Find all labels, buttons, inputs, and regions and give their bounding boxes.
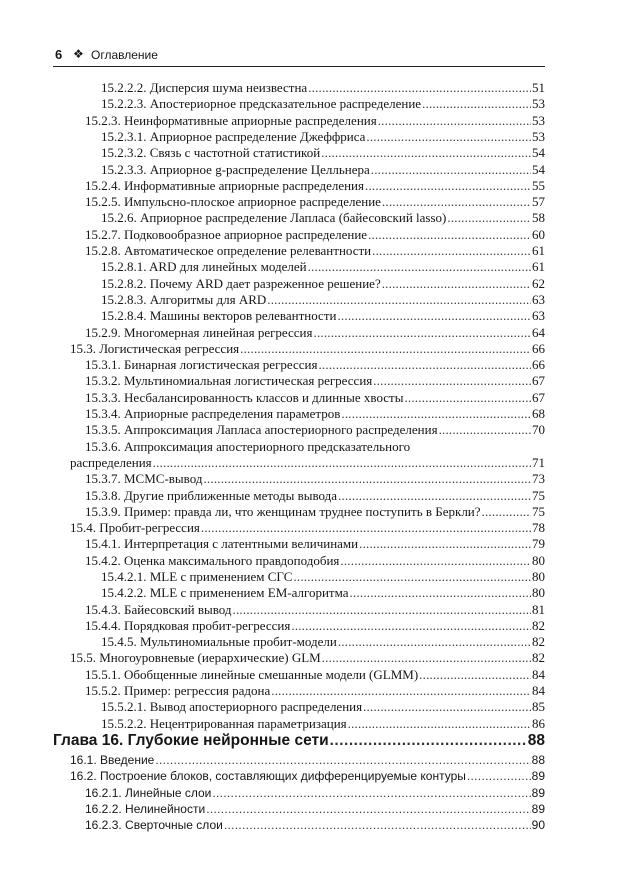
toc-entry — [85, 801, 545, 817]
toc-entry — [70, 752, 545, 768]
dot-leader — [382, 276, 531, 292]
toc-entry-title: 15.2.8.1. ARD для линейных моделей — [101, 259, 307, 274]
toc-entry-page: 64 — [532, 325, 545, 340]
toc-entry — [85, 439, 545, 455]
toc-entry-title: 15.2.9. Многомерная линейная регрессия — [85, 325, 313, 340]
toc-entry-page: 80 — [532, 569, 545, 584]
toc-entry — [85, 227, 545, 243]
toc-entry-page: 80 — [532, 585, 545, 600]
dot-leader — [439, 422, 531, 438]
dot-leader — [308, 259, 531, 275]
toc-entry — [85, 422, 545, 438]
toc-entry-title: 15.4.2.1. MLE с применением СГС — [101, 569, 293, 584]
toc-entry-title: 15.2.2.3. Апостериорное предсказательное распределение — [101, 96, 422, 111]
toc-entry-page: 90 — [531, 818, 545, 832]
toc-entry-page: 80 — [532, 553, 545, 568]
toc-entry — [70, 650, 545, 666]
toc-entry — [85, 325, 545, 341]
dot-leader — [467, 768, 531, 784]
toc-entry-title: 15.2.3.2. Связь с частотной статистикой — [101, 145, 321, 160]
toc-entry — [70, 520, 545, 536]
dot-leader — [240, 341, 531, 357]
toc-entry-page: 67 — [532, 390, 545, 405]
toc-entry-page: 79 — [532, 536, 545, 551]
dot-leader — [201, 520, 531, 536]
dot-leader — [378, 113, 531, 129]
toc-entry-page: 57 — [532, 194, 545, 209]
toc-entry — [85, 471, 545, 487]
dot-leader — [338, 488, 531, 504]
toc-entry-title: 15.3.9. Пример: правда ли, что женщинам труднее поступить в Беркли? — [85, 504, 481, 519]
toc-entry-page: 89 — [531, 786, 545, 800]
toc-entry — [101, 585, 545, 601]
dot-leader — [321, 145, 531, 161]
dot-leader — [350, 585, 531, 601]
dot-leader — [233, 602, 531, 618]
toc-entry-page: 53 — [532, 113, 545, 128]
dot-leader — [373, 373, 531, 389]
toc-entry-title: 15.4.2. Оценка максимального правдоподобия — [85, 553, 340, 568]
toc-entry — [101, 292, 545, 308]
toc-chapter-entry — [53, 731, 545, 751]
toc-entry-title: 15.2.8.2. Почему ARD дает разреженное решение? — [101, 276, 381, 291]
toc-entry-title: 15.5.2. Пример: регрессия радона — [85, 683, 271, 698]
toc-entry — [85, 553, 545, 569]
toc-entry — [85, 602, 545, 618]
toc-entry — [85, 488, 545, 504]
toc-entry — [101, 308, 545, 324]
toc-entry-page: 75 — [532, 488, 545, 503]
toc-entry-page: 63 — [532, 308, 545, 323]
toc-entry-title: 16.2.1. Линейные слои — [85, 786, 212, 800]
toc-entry-page: 53 — [532, 96, 545, 111]
dot-leader — [153, 455, 531, 471]
dot-leader — [330, 731, 527, 751]
toc-entry-page: 88 — [527, 732, 545, 749]
toc-entry — [101, 210, 545, 226]
toc-entry — [85, 243, 545, 259]
toc-entry-title: 15.4.1. Интерпретация с латентными величинами — [85, 536, 359, 551]
toc-entry-page: 73 — [532, 471, 545, 486]
toc-entry-title: 15.5.2.2. Нецентрированная параметризация — [101, 716, 347, 731]
dot-leader — [359, 536, 531, 552]
toc-entry-page: 85 — [532, 699, 545, 714]
toc-entry-page: 86 — [532, 716, 545, 731]
toc-entry — [85, 785, 545, 801]
dot-leader — [419, 667, 531, 683]
toc-entry-page: 58 — [532, 210, 545, 225]
toc-entry-title: 16.2.2. Нелинейности — [85, 802, 206, 816]
toc-entry — [101, 634, 545, 650]
page-number: 6 — [55, 47, 63, 62]
section-title: Оглавление — [91, 48, 158, 62]
dot-leader — [348, 716, 531, 732]
running-header — [53, 47, 545, 67]
toc-entry-title: 15.2.6. Априорное распределение Лапласа (байесовский lasso) — [101, 210, 447, 225]
toc-entry-page: 89 — [531, 769, 545, 783]
dot-leader — [267, 292, 531, 308]
toc-entry-title: 15.4.4. Порядковая пробит-регрессия — [85, 618, 291, 633]
dot-leader — [363, 699, 531, 715]
dot-leader — [368, 227, 531, 243]
toc-entry-page: 60 — [532, 227, 545, 242]
dot-leader — [447, 210, 531, 226]
toc-entry — [101, 259, 545, 275]
toc-entry-page: 63 — [532, 292, 545, 307]
dot-leader — [366, 129, 531, 145]
toc-entry — [101, 716, 545, 732]
toc-entry-page: 51 — [532, 80, 545, 95]
toc-entry-title: 16.1. Введение — [70, 753, 155, 767]
toc-entry-page: 78 — [532, 520, 545, 535]
toc-entry — [85, 373, 545, 389]
toc-entry-title: 15.4.3. Байесовский вывод — [85, 602, 232, 617]
toc-entry-page: 75 — [532, 504, 545, 519]
dot-leader — [318, 357, 531, 373]
toc-entry — [85, 390, 545, 406]
toc-entry-title: 15.2.4. Информативные априорные распределения — [85, 178, 364, 193]
toc-entry-page: 54 — [532, 162, 545, 177]
dot-leader — [291, 618, 531, 634]
dot-leader — [372, 243, 531, 259]
toc-entry-page: 88 — [531, 753, 545, 767]
toc-entry-page: 84 — [532, 683, 545, 698]
toc-entry-page: 55 — [532, 178, 545, 193]
dot-leader — [340, 553, 531, 569]
toc-entry-page: 61 — [532, 259, 545, 274]
toc-entry-title: 15.3.1. Бинарная логистическая регрессия — [85, 357, 318, 372]
dot-leader — [404, 390, 531, 406]
toc-entry-page: 66 — [532, 357, 545, 372]
toc-entry — [85, 178, 545, 194]
toc-entry-page: 71 — [532, 455, 545, 470]
toc-entry-title: 15.3.4. Априорные распределения параметров — [85, 406, 341, 421]
toc-entry-title: 15.2.8. Автоматическое определение релевантности — [85, 243, 372, 258]
dot-leader — [314, 325, 532, 341]
toc-entry-title: 16.2. Построение блоков, составляющих дифференцируемые контуры — [70, 769, 466, 783]
toc-entry-title: 15.3.6. Аппроксимация апостериорного предсказательного — [85, 439, 411, 454]
dot-leader — [482, 504, 531, 520]
toc-entry — [101, 699, 545, 715]
toc-entry — [101, 129, 545, 145]
toc-entry-title: 15.3.2. Мультиномиальная логистическая регрессия — [85, 373, 373, 388]
toc-entry — [101, 276, 545, 292]
dot-leader — [308, 80, 531, 96]
toc-entry — [85, 194, 545, 210]
toc-entry-page: 54 — [532, 145, 545, 160]
dot-leader — [322, 650, 531, 666]
toc-entry — [70, 455, 545, 471]
toc-entry — [101, 96, 545, 112]
toc-entry-title: 15.2.7. Подковообразное априорное распределение — [85, 227, 368, 242]
toc-entry — [85, 667, 545, 683]
toc-entry-title: 15.3.5. Аппроксимация Лапласа апостериорного распределения — [85, 422, 438, 437]
toc-entry-page: 82 — [532, 634, 545, 649]
dot-leader — [422, 96, 531, 112]
dot-leader — [338, 634, 531, 650]
toc-entry-title: 15.2.3.3. Априорное g-распределение Целльнера — [101, 162, 370, 177]
dot-leader — [203, 471, 531, 487]
toc-entry — [85, 683, 545, 699]
toc-entry-title: 15.2.3.1. Априорное распределение Джеффриса — [101, 129, 366, 144]
toc-entry — [85, 406, 545, 422]
toc-entry — [101, 162, 545, 178]
toc-entry-page: 89 — [531, 802, 545, 816]
toc-entry — [85, 357, 545, 373]
dot-leader — [212, 785, 530, 801]
ornament-icon: ❖ — [73, 47, 84, 61]
dot-leader — [206, 801, 530, 817]
dot-leader — [341, 406, 531, 422]
toc-entry-page: 82 — [532, 650, 545, 665]
toc-entry — [101, 145, 545, 161]
dot-leader — [271, 683, 531, 699]
dot-leader — [337, 308, 531, 324]
toc-entry-page: 81 — [532, 602, 545, 617]
toc-entry — [85, 618, 545, 634]
toc-entry — [85, 536, 545, 552]
toc-entry-title: 16.2.3. Сверточные слои — [85, 818, 223, 832]
toc-entry — [70, 341, 545, 357]
toc-entry-title: 15.3.3. Несбалансированность классов и длинные хвосты — [85, 390, 404, 405]
toc-entry-page: 70 — [532, 422, 545, 437]
toc-entry-title: 15.2.5. Импульсно-плоское априорное распределение — [85, 194, 381, 209]
toc-entry-title: 15.3.7. MCMC-вывод — [85, 471, 203, 486]
dot-leader — [155, 752, 530, 768]
toc-entry-page: 61 — [532, 243, 545, 258]
toc-entry — [85, 113, 545, 129]
toc-entry — [85, 817, 545, 833]
toc-entry-page: 68 — [532, 406, 545, 421]
toc-entry-title: Глава 16. Глубокие нейронные сети — [53, 732, 329, 749]
toc-entry-title: 15.3. Логистическая регрессия — [70, 341, 240, 356]
toc-entry-page: 66 — [532, 341, 545, 356]
dot-leader — [382, 194, 531, 210]
toc-entry-title: 15.2.3. Неинформативные априорные распределения — [85, 113, 377, 128]
toc-entry — [101, 80, 545, 96]
toc-entry-page: 82 — [532, 618, 545, 633]
toc-entry-title: 15.5.2.1. Вывод апостериорного распределения — [101, 699, 363, 714]
dot-leader — [371, 162, 531, 178]
toc-entry-page: 84 — [532, 667, 545, 682]
toc-entry-title: распределения — [70, 455, 152, 470]
toc-entry-title: 15.2.8.3. Алгоритмы для ARD — [101, 292, 267, 307]
toc-entry-title: 15.5. Многоуровневые (иерархические) GLM — [70, 650, 321, 665]
toc-entry — [85, 504, 545, 520]
toc-entry — [70, 768, 545, 784]
toc-entry — [101, 569, 545, 585]
toc-entry-page: 67 — [532, 373, 545, 388]
dot-leader — [293, 569, 531, 585]
toc-entry-title: 15.2.2.2. Дисперсия шума неизвестна — [101, 80, 308, 95]
toc-entry-title: 15.4.5. Мультиномиальные пробит-модели — [101, 634, 337, 649]
toc-entry-page: 62 — [532, 276, 545, 291]
toc-entry-title: 15.4. Пробит-регрессия — [70, 520, 200, 535]
toc-entry-title: 15.4.2.2. MLE с применением EM-алгоритма — [101, 585, 349, 600]
dot-leader — [365, 178, 531, 194]
toc-entry-title: 15.2.8.4. Машины векторов релевантности — [101, 308, 337, 323]
toc-entry-title: 15.5.1. Обобщенные линейные смешанные модели (GLMM) — [85, 667, 419, 682]
toc-entry-page: 53 — [532, 129, 545, 144]
dot-leader — [224, 817, 531, 833]
toc-entry-title: 15.3.8. Другие приближенные методы вывода — [85, 488, 338, 503]
